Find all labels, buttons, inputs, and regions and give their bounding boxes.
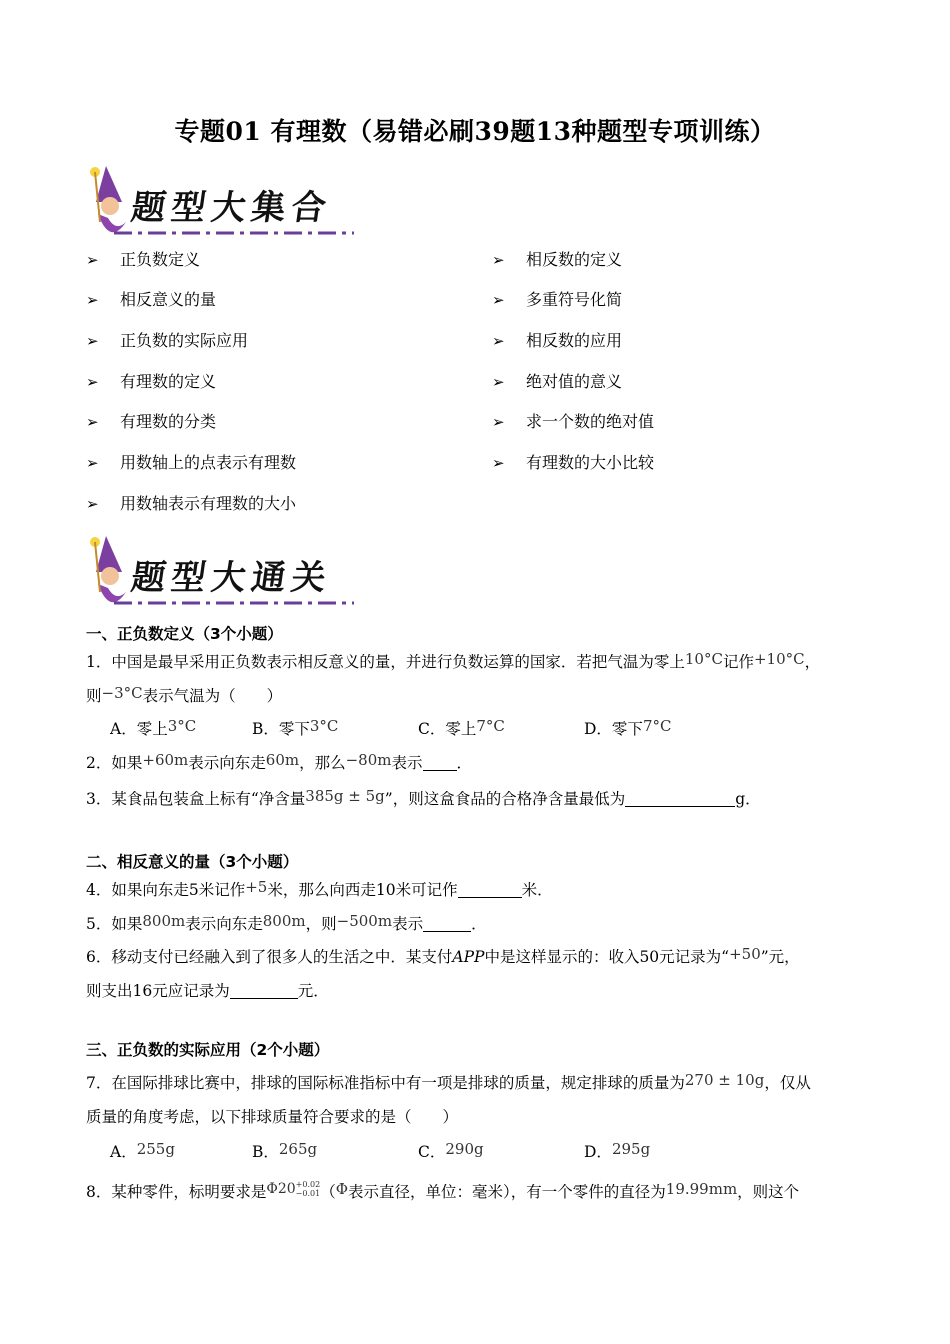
banner-question-practice (86, 532, 356, 616)
list-item: ➢ 正负数的实际应用 (86, 329, 248, 353)
question-3: 3．某食品包装盒上标有“净含量385g ± 5g”，则这盒食品的合格净含量最低为 g． (86, 787, 761, 808)
tolerance-expression: Φ20 +0.02 −0.01 (266, 1180, 321, 1198)
question-5: 5．如果800m表示向东走800m，则−500m表示 ． (86, 912, 487, 933)
arrow-bullet-icon: ➢ (492, 291, 505, 309)
option-d[interactable]: D．零下7°C (584, 717, 672, 738)
list-item: ➢ 正负数定义 (86, 248, 200, 272)
arrow-bullet-icon: ➢ (86, 495, 99, 513)
question-2: 2．如果+60m表示向东走60m，那么−80m表示 ． (86, 751, 473, 772)
question-4: 4．如果向东走5米记作+5米，那么向西走10米可记作 米． (86, 878, 553, 899)
arrow-bullet-icon: ➢ (492, 373, 505, 391)
list-item: ➢ 用数轴上的点表示有理数 (86, 451, 296, 475)
question-7-line-2: 质量的角度考虑，以下排球质量符合要求的是（ ） (86, 1108, 459, 1126)
option-c[interactable]: C．290g (418, 1140, 484, 1161)
option-d[interactable]: D．295g (584, 1140, 651, 1161)
answer-blank[interactable] (423, 915, 471, 932)
list-item: ➢ 有理数的分类 (86, 410, 216, 434)
arrow-bullet-icon: ➢ (492, 454, 505, 472)
list-item: ➢ 多重符号化简 (492, 288, 622, 312)
option-b[interactable]: B．零下3°C (252, 717, 339, 738)
list-item: ➢ 有理数的大小比较 (492, 451, 654, 475)
banner-underline (114, 598, 354, 608)
arrow-bullet-icon: ➢ (86, 413, 99, 431)
question-6-line-2: 则支出16元应记录为 元． (86, 982, 329, 1000)
option-a[interactable]: A．255g (110, 1140, 175, 1161)
list-item: ➢ 用数轴表示有理数的大小 (86, 492, 296, 516)
arrow-bullet-icon: ➢ (492, 251, 505, 269)
banner-text: 题型大通关 (128, 558, 335, 598)
list-item: ➢ 相反数的应用 (492, 329, 622, 353)
arrow-bullet-icon: ➢ (492, 413, 505, 431)
answer-blank[interactable] (458, 881, 522, 898)
banner-text: 题型大集合 (128, 188, 335, 228)
arrow-bullet-icon: ➢ (492, 332, 505, 350)
question-1-line-1: 1．中国是最早采用正负数表示相反意义的量，并进行负数运算的国家．若把气温为零上10°C记作+10°C， (86, 650, 821, 671)
question-1-line-2: 则−3°C表示气温为（ ） (86, 684, 283, 705)
option-b[interactable]: B．265g (252, 1140, 318, 1161)
list-item: ➢ 有理数的定义 (86, 370, 216, 394)
answer-blank[interactable] (625, 790, 735, 807)
arrow-bullet-icon: ➢ (86, 251, 99, 269)
arrow-bullet-icon: ➢ (86, 291, 99, 309)
banner-question-types (86, 162, 356, 246)
question-6-line-1: 6．移动支付已经融入到了很多人的生活之中．某支付APP中是这样显示的：收入50元记录为“+50”元， (86, 945, 800, 966)
section-title: 二、相反意义的量（3个小题） (86, 853, 299, 871)
section-title: 三、正负数的实际应用（2个小题） (86, 1041, 330, 1059)
list-item: ➢ 相反数的定义 (492, 248, 622, 272)
list-item: ➢ 绝对值的意义 (492, 370, 622, 394)
page-title: 专题01 有理数（易错必刷39题13种题型专项训练） (174, 117, 776, 146)
question-8-line-1: 8．某种零件，标明要求是Φ20 +0.02 −0.01 （Φ表示直径，单位：毫米），有一个零件的直径为19.99mm，则这个 (86, 1180, 799, 1205)
arrow-bullet-icon: ➢ (86, 373, 99, 391)
option-c[interactable]: C．零上7°C (418, 717, 505, 738)
banner-underline (114, 228, 354, 238)
answer-blank[interactable] (423, 754, 457, 771)
list-item: ➢ 相反意义的量 (86, 288, 216, 312)
answer-blank[interactable] (230, 982, 298, 999)
section-title: 一、正负数定义（3个小题） (86, 625, 283, 643)
arrow-bullet-icon: ➢ (86, 332, 99, 350)
option-a[interactable]: A．零上3°C (110, 717, 197, 738)
arrow-bullet-icon: ➢ (86, 454, 99, 472)
list-item: ➢ 求一个数的绝对值 (492, 410, 654, 434)
question-7-line-1: 7．在国际排球比赛中，排球的国际标准指标中有一项是排球的质量，规定排球的质量为270 ± 10g，仅从 (86, 1071, 811, 1092)
